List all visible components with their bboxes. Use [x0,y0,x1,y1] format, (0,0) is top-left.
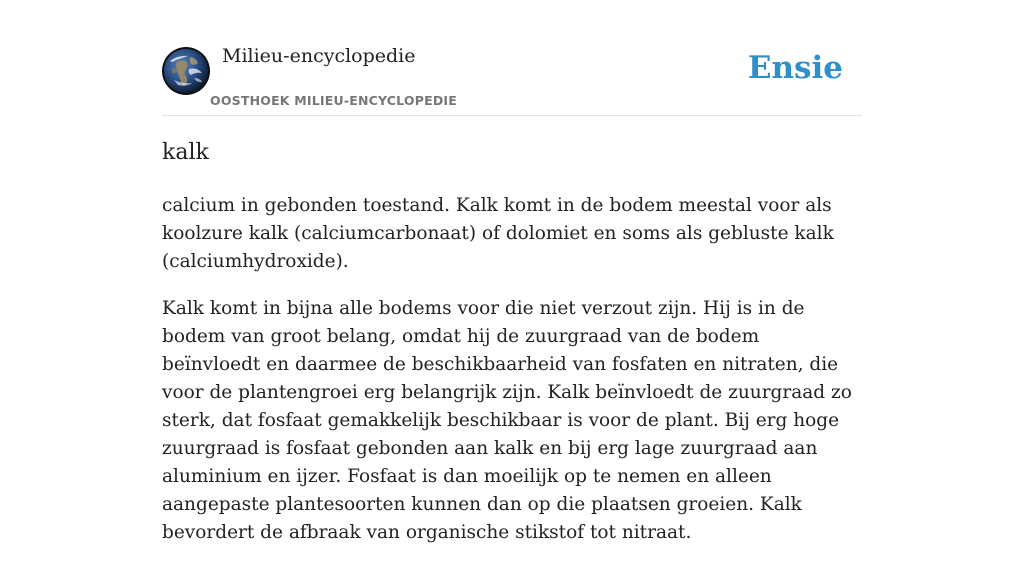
entry-paragraph: calcium in gebonden toestand. Kalk komt in de bodem meestal voor als koolzure kalk (calciumcarbonaat) of dolomiet en soms als gebluste kalk (calciumhydroxide). [162,195,834,272]
earth-globe-icon[interactable] [162,47,210,95]
entry-title: kalk [162,140,209,165]
site-subtitle: OOSTHOEK MILIEU-ENCYCLOPEDIE [210,93,457,108]
site-header [162,0,862,116]
brand-logo[interactable]: Ensie [747,50,843,86]
site-title[interactable]: Milieu-encyclopedie [222,45,416,67]
content-container [162,0,862,543]
entry-paragraph: Kalk komt in bijna alle bodems voor die niet verzout zijn. Hij is in de bodem van groot belang, omdat hij de zuurgraad van de bodem beïnvloedt en daarmee de beschikbaarheid van fosfaten en nitraten, die voor de plantengroei erg belangrijk zijn. Kalk beïnvloedt de zuurgraad zo sterk, dat fosfaat gemakkelijk beschikbaar is voor de plant. Bij erg hoge zuurgraad is fosfaat gebonden aan kalk en bij erg lage zuurgraad aan aluminium en ijzer. Fosfaat is dan moeilijk op te nemen en alleen aangepaste plantesoorten kunnen dan op die plaatsen groeien. Kalk bevordert de afbraak van organische stikstof tot nitraat. [162,298,852,543]
entry-body [162,192,862,566]
